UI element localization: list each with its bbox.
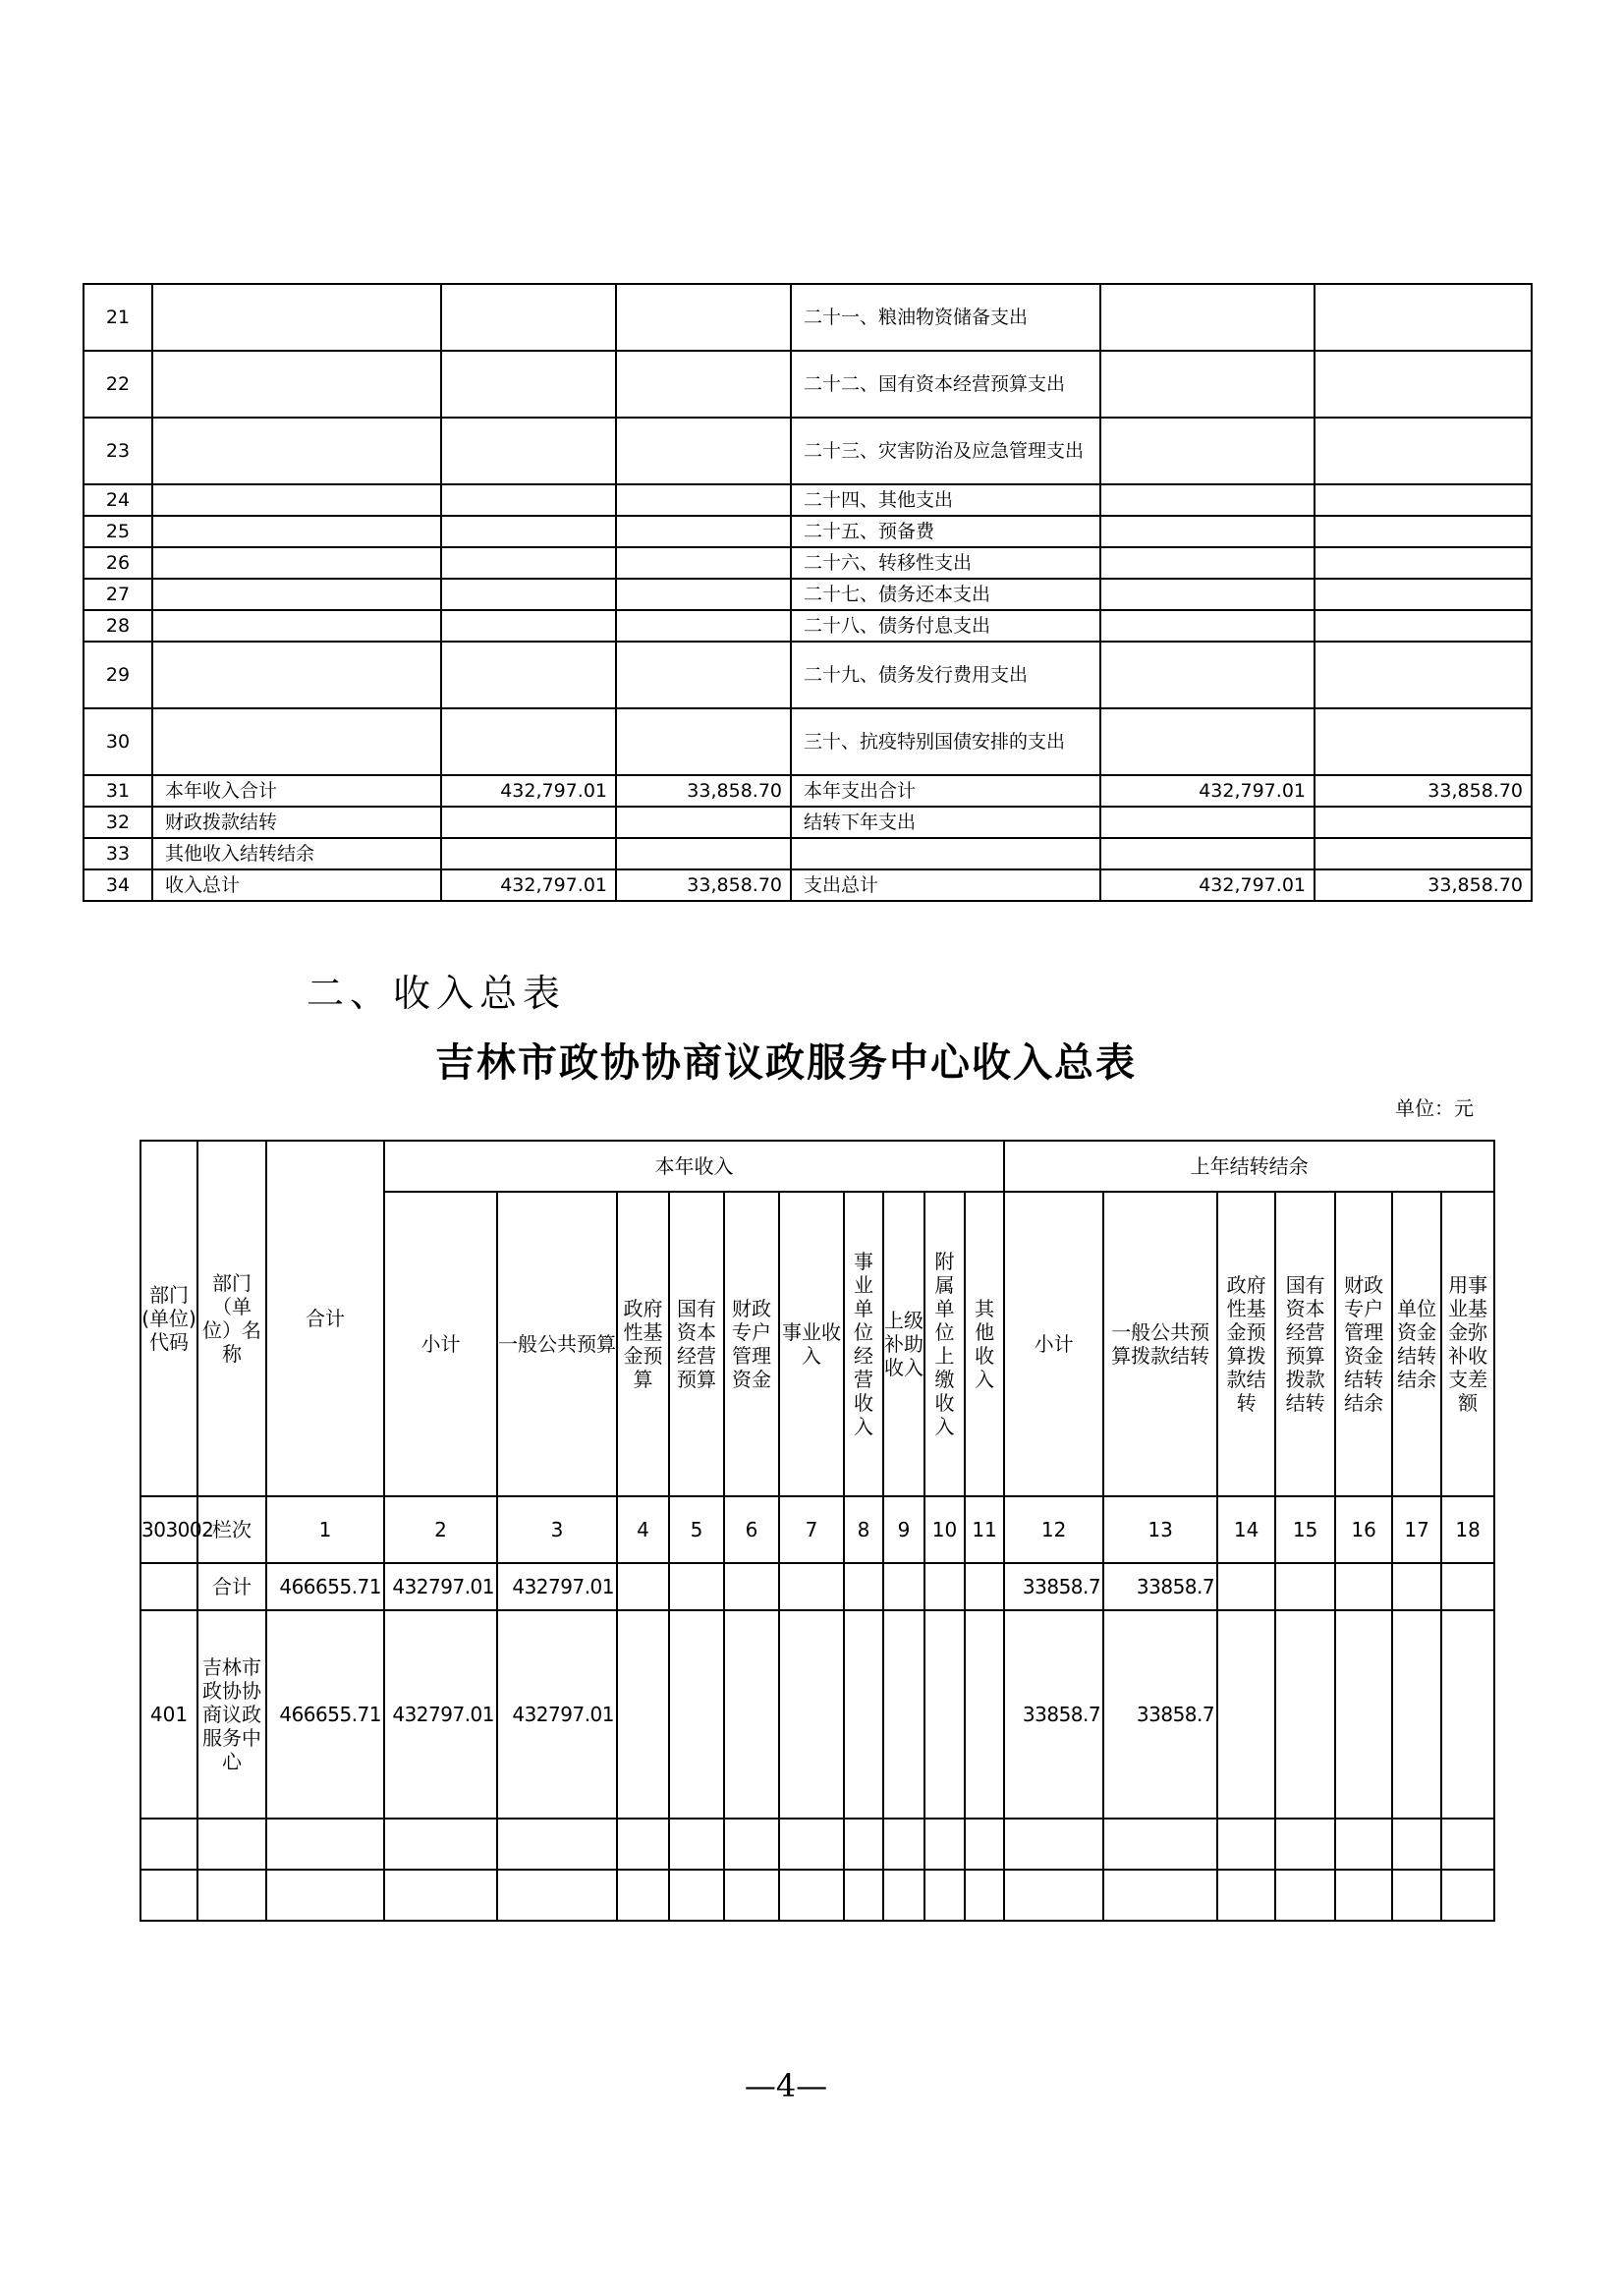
row-dept-code <box>140 1563 197 1610</box>
expense-item: 三十、抗疫特别国债安排的支出 <box>791 708 1100 775</box>
row-value <box>1441 1870 1494 1921</box>
row-value: 432797.01 <box>497 1610 617 1819</box>
row-number: 23 <box>84 418 152 484</box>
row-number: 30 <box>84 708 152 775</box>
col-number: 14 <box>1217 1496 1275 1563</box>
income-item: 其他收入结转结余 <box>152 838 441 869</box>
expense-amount-a <box>1100 418 1315 484</box>
header-balance-col: 用事业基金弥补收支差额 <box>1441 1192 1494 1496</box>
income-item <box>152 516 441 547</box>
row-value <box>1004 1819 1103 1870</box>
col-number: 4 <box>617 1496 669 1563</box>
income-amount-a <box>441 484 616 516</box>
header-balance-col: 国有资本经营预算拨款结转 <box>1275 1192 1335 1496</box>
header-balance-col: 小计 <box>1004 1192 1103 1496</box>
header-income-col: 其他收入 <box>965 1192 1004 1496</box>
row-value <box>1217 1870 1275 1921</box>
income-amount-a <box>441 642 616 708</box>
col-number: 9 <box>883 1496 924 1563</box>
header-income-col: 小计 <box>384 1192 497 1496</box>
income-item: 财政拨款结转 <box>152 807 441 838</box>
income-amount-b: 33,858.70 <box>616 869 791 901</box>
income-amount-b <box>616 610 791 642</box>
row-value <box>1441 1563 1494 1610</box>
expense-amount-a: 432,797.01 <box>1100 869 1315 901</box>
col-number: 17 <box>1392 1496 1441 1563</box>
row-value <box>617 1870 669 1921</box>
row-value <box>1335 1870 1392 1921</box>
table-row <box>84 284 1532 351</box>
expense-item: 二十五、预备费 <box>791 516 1100 547</box>
row-value <box>1275 1610 1335 1819</box>
row-value <box>924 1819 965 1870</box>
header-balance-col: 政府性基金预算拨款结转 <box>1217 1192 1275 1496</box>
income-item <box>152 284 441 351</box>
income-summary-table <box>140 1140 1495 1922</box>
row-value <box>266 1870 384 1921</box>
table-row <box>84 642 1532 708</box>
expense-amount-a <box>1100 579 1315 610</box>
table-row <box>84 351 1532 418</box>
col-number: 3 <box>497 1496 617 1563</box>
row-value <box>1392 1563 1441 1610</box>
row-dept-name <box>197 1870 266 1921</box>
row-value <box>1275 1563 1335 1610</box>
income-amount-b <box>616 418 791 484</box>
row-value: 432797.01 <box>384 1610 497 1819</box>
row-value <box>779 1563 844 1610</box>
row-value <box>924 1610 965 1819</box>
row-number: 32 <box>84 807 152 838</box>
col-number-code: 303002 <box>140 1496 197 1563</box>
expense-amount-b: 33,858.70 <box>1315 775 1532 807</box>
table-row <box>140 1819 1494 1870</box>
row-value <box>883 1610 924 1819</box>
expense-item: 二十四、其他支出 <box>791 484 1100 516</box>
row-value <box>924 1563 965 1610</box>
income-amount-b <box>616 516 791 547</box>
row-value <box>1335 1819 1392 1870</box>
expense-item: 二十九、债务发行费用支出 <box>791 642 1100 708</box>
row-value: 33858.7 <box>1103 1563 1217 1610</box>
row-number: 25 <box>84 516 152 547</box>
income-item <box>152 484 441 516</box>
table-row <box>84 484 1532 516</box>
table-row <box>84 579 1532 610</box>
row-value <box>1275 1819 1335 1870</box>
row-value <box>617 1563 669 1610</box>
income-amount-a <box>441 547 616 579</box>
row-value <box>1217 1563 1275 1610</box>
row-dept-name: 吉林市政协协商议政服务中心 <box>197 1610 266 1819</box>
row-value <box>844 1819 883 1870</box>
expense-amount-b <box>1315 484 1532 516</box>
row-dept-name: 合计 <box>197 1563 266 1610</box>
expense-item: 二十六、转移性支出 <box>791 547 1100 579</box>
row-dept-code <box>140 1819 197 1870</box>
row-value: 432797.01 <box>384 1563 497 1610</box>
col-number: 7 <box>779 1496 844 1563</box>
expense-amount-a <box>1100 807 1315 838</box>
row-number: 31 <box>84 775 152 807</box>
row-value <box>669 1610 724 1819</box>
table-row <box>84 418 1532 484</box>
header-balance-col: 一般公共预算拨款结转 <box>1103 1192 1217 1496</box>
income-amount-a <box>441 284 616 351</box>
table-row <box>84 708 1532 775</box>
header-income-col: 财政专户管理资金 <box>724 1192 779 1496</box>
row-value <box>617 1819 669 1870</box>
row-value <box>844 1610 883 1819</box>
table-row <box>84 869 1532 901</box>
col-number: 15 <box>1275 1496 1335 1563</box>
col-number: 11 <box>965 1496 1004 1563</box>
expense-amount-b <box>1315 418 1532 484</box>
row-value <box>1217 1610 1275 1819</box>
row-value <box>965 1819 1004 1870</box>
row-value <box>669 1819 724 1870</box>
col-number: 6 <box>724 1496 779 1563</box>
unit-label: 单位：元 <box>1395 1096 1474 1120</box>
row-value <box>1275 1870 1335 1921</box>
row-value: 432797.01 <box>497 1563 617 1610</box>
income-expense-summary-table <box>83 283 1533 902</box>
expense-item: 二十七、债务还本支出 <box>791 579 1100 610</box>
expense-amount-b: 33,858.70 <box>1315 869 1532 901</box>
row-value: 33858.7 <box>1004 1610 1103 1819</box>
header-dept-code: 部门(单位)代码 <box>140 1141 197 1496</box>
expense-amount-a <box>1100 838 1315 869</box>
income-amount-b: 33,858.70 <box>616 775 791 807</box>
header-income-col: 事业单位经营收入 <box>844 1192 883 1496</box>
row-dept-code <box>140 1870 197 1921</box>
income-amount-a: 432,797.01 <box>441 775 616 807</box>
expense-amount-a <box>1100 708 1315 775</box>
row-value: 33858.7 <box>1004 1563 1103 1610</box>
row-value <box>497 1819 617 1870</box>
col-number: 16 <box>1335 1496 1392 1563</box>
income-amount-b <box>616 351 791 418</box>
row-value <box>724 1563 779 1610</box>
income-amount-b <box>616 807 791 838</box>
expense-amount-b <box>1315 547 1532 579</box>
expense-amount-b <box>1315 351 1532 418</box>
expense-amount-a <box>1100 610 1315 642</box>
income-item <box>152 351 441 418</box>
col-number: 10 <box>924 1496 965 1563</box>
income-amount-a <box>441 351 616 418</box>
expense-amount-a <box>1100 284 1315 351</box>
expense-amount-b <box>1315 838 1532 869</box>
expense-item: 结转下年支出 <box>791 807 1100 838</box>
row-value <box>1392 1819 1441 1870</box>
row-value <box>724 1610 779 1819</box>
row-value <box>924 1870 965 1921</box>
row-value <box>1217 1819 1275 1870</box>
expense-amount-a <box>1100 351 1315 418</box>
row-value <box>965 1870 1004 1921</box>
header-prior-year-balance: 上年结转结余 <box>1004 1141 1494 1192</box>
expense-item: 二十八、债务付息支出 <box>791 610 1100 642</box>
income-amount-b <box>616 642 791 708</box>
row-value <box>965 1563 1004 1610</box>
row-value <box>1335 1610 1392 1819</box>
expense-item: 二十一、粮油物资储备支出 <box>791 284 1100 351</box>
row-value <box>669 1870 724 1921</box>
income-item <box>152 708 441 775</box>
table-row <box>84 547 1532 579</box>
header-current-year-income: 本年收入 <box>384 1141 1004 1192</box>
row-value <box>669 1563 724 1610</box>
row-number: 22 <box>84 351 152 418</box>
row-value <box>724 1819 779 1870</box>
row-value <box>779 1610 844 1819</box>
header-income-col: 附属单位上缴收入 <box>924 1192 965 1496</box>
expense-item: 二十三、灾害防治及应急管理支出 <box>791 418 1100 484</box>
row-value <box>779 1870 844 1921</box>
row-dept-code: 401 <box>140 1610 197 1819</box>
expense-amount-b <box>1315 610 1532 642</box>
expense-amount-b <box>1315 642 1532 708</box>
col-number: 2 <box>384 1496 497 1563</box>
table-row <box>84 807 1532 838</box>
income-amount-a <box>441 807 616 838</box>
col-number: 18 <box>1441 1496 1494 1563</box>
col-number: 8 <box>844 1496 883 1563</box>
row-value: 33858.7 <box>1103 1610 1217 1819</box>
header-balance-col: 单位资金结转结余 <box>1392 1192 1441 1496</box>
row-value <box>1103 1870 1217 1921</box>
row-number: 27 <box>84 579 152 610</box>
expense-amount-a: 432,797.01 <box>1100 775 1315 807</box>
row-number: 21 <box>84 284 152 351</box>
row-value <box>266 1819 384 1870</box>
header-income-col: 政府性基金预算 <box>617 1192 669 1496</box>
header-dept-name: 部门（单位）名称 <box>197 1141 266 1496</box>
expense-item: 二十二、国有资本经营预算支出 <box>791 351 1100 418</box>
expense-amount-b <box>1315 284 1532 351</box>
row-value <box>965 1610 1004 1819</box>
row-value <box>1441 1610 1494 1819</box>
income-amount-a <box>441 708 616 775</box>
header-income-col: 上级补助收入 <box>883 1192 924 1496</box>
income-item: 收入总计 <box>152 869 441 901</box>
income-amount-a <box>441 418 616 484</box>
row-value <box>1335 1563 1392 1610</box>
table-row <box>84 838 1532 869</box>
table-row <box>84 516 1532 547</box>
income-amount-b <box>616 484 791 516</box>
row-number: 29 <box>84 642 152 708</box>
row-value <box>384 1819 497 1870</box>
expense-item: 支出总计 <box>791 869 1100 901</box>
row-number: 34 <box>84 869 152 901</box>
expense-amount-a <box>1100 516 1315 547</box>
page-number: —4— <box>744 2067 828 2104</box>
row-number: 24 <box>84 484 152 516</box>
col-number: 5 <box>669 1496 724 1563</box>
table-row <box>140 1610 1494 1819</box>
income-amount-b <box>616 284 791 351</box>
row-value <box>384 1870 497 1921</box>
table-row <box>84 610 1532 642</box>
income-item <box>152 579 441 610</box>
col-number: 1 <box>266 1496 384 1563</box>
income-item <box>152 547 441 579</box>
income-amount-b <box>616 838 791 869</box>
income-amount-a <box>441 610 616 642</box>
income-amount-b <box>616 547 791 579</box>
header-income-col: 一般公共预算 <box>497 1192 617 1496</box>
row-value <box>844 1563 883 1610</box>
row-value <box>1392 1870 1441 1921</box>
header-income-col: 事业收入 <box>779 1192 844 1496</box>
income-amount-b <box>616 579 791 610</box>
row-value <box>1103 1819 1217 1870</box>
section-heading: 二、收入总表 <box>307 972 567 1015</box>
expense-amount-b <box>1315 516 1532 547</box>
row-value <box>779 1819 844 1870</box>
col-number: 12 <box>1004 1496 1103 1563</box>
row-value <box>883 1563 924 1610</box>
income-item <box>152 418 441 484</box>
table-row <box>84 775 1532 807</box>
row-value: 466655.71 <box>266 1610 384 1819</box>
row-value: 466655.71 <box>266 1563 384 1610</box>
income-amount-a <box>441 516 616 547</box>
row-number: 28 <box>84 610 152 642</box>
expense-item <box>791 838 1100 869</box>
expense-amount-a <box>1100 547 1315 579</box>
income-amount-a <box>441 579 616 610</box>
row-dept-name <box>197 1819 266 1870</box>
expense-amount-b <box>1315 579 1532 610</box>
row-value <box>497 1870 617 1921</box>
row-number: 33 <box>84 838 152 869</box>
income-amount-b <box>616 708 791 775</box>
table-row <box>140 1870 1494 1921</box>
expense-amount-b <box>1315 708 1532 775</box>
expense-amount-b <box>1315 807 1532 838</box>
header-total: 合计 <box>266 1141 384 1496</box>
row-number: 26 <box>84 547 152 579</box>
header-balance-col: 财政专户管理资金结转结余 <box>1335 1192 1392 1496</box>
income-item: 本年收入合计 <box>152 775 441 807</box>
row-value <box>1004 1870 1103 1921</box>
col-number-label: 栏次 <box>197 1496 266 1563</box>
row-value <box>844 1870 883 1921</box>
income-amount-a: 432,797.01 <box>441 869 616 901</box>
row-value <box>883 1819 924 1870</box>
expense-amount-a <box>1100 642 1315 708</box>
row-value <box>617 1610 669 1819</box>
table-title: 吉林市政协协商议政服务中心收入总表 <box>435 1040 1137 1086</box>
row-value <box>1392 1610 1441 1819</box>
row-value <box>883 1870 924 1921</box>
row-value <box>724 1870 779 1921</box>
header-income-col: 国有资本经营预算 <box>669 1192 724 1496</box>
table-row <box>140 1563 1494 1610</box>
col-number: 13 <box>1103 1496 1217 1563</box>
expense-amount-a <box>1100 484 1315 516</box>
income-amount-a <box>441 838 616 869</box>
income-item <box>152 642 441 708</box>
expense-item: 本年支出合计 <box>791 775 1100 807</box>
income-item <box>152 610 441 642</box>
row-value <box>1441 1819 1494 1870</box>
